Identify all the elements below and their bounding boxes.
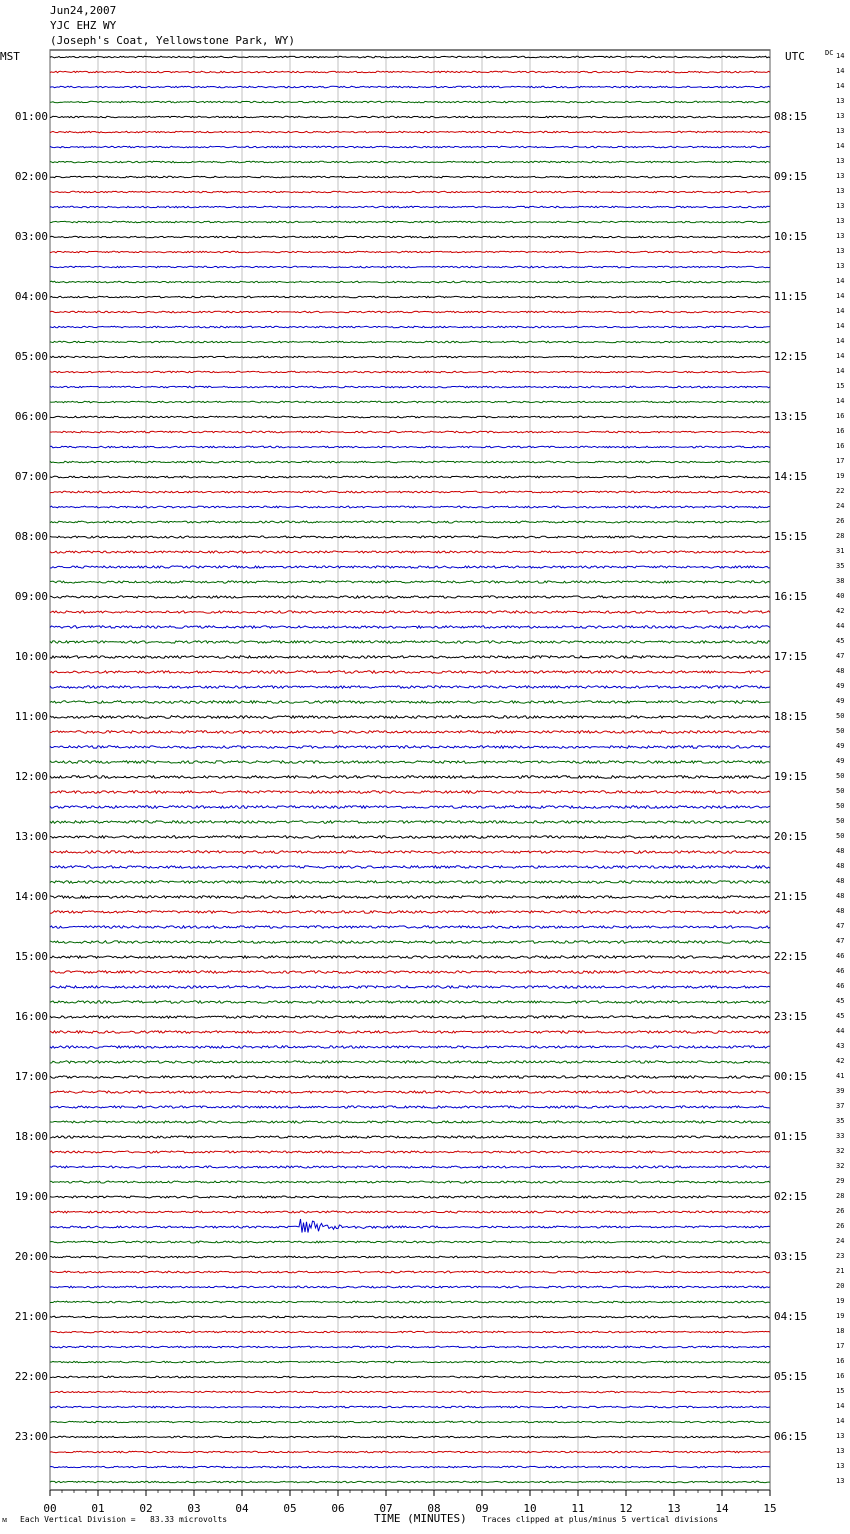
trace-line xyxy=(50,401,770,403)
dc-offset-value: 44 xyxy=(836,622,845,630)
mst-hour-label: 14:00 xyxy=(14,890,48,903)
mst-hour-label: 12:00 xyxy=(14,770,48,783)
dc-offset-value: 16 xyxy=(836,1357,845,1365)
x-tick-label: 00 xyxy=(43,1502,57,1515)
trace-line xyxy=(50,1181,770,1183)
trace-line xyxy=(50,1091,770,1093)
trace-line xyxy=(50,176,770,178)
trace-line xyxy=(50,101,770,103)
utc-hour-label: 10:15 xyxy=(774,230,808,243)
trace-line xyxy=(50,251,770,253)
mst-hour-label: 23:00 xyxy=(14,1430,48,1443)
dc-offset-value: 14 xyxy=(836,337,845,345)
utc-hour-label: 03:15 xyxy=(774,1250,808,1263)
trace-line xyxy=(50,236,770,238)
utc-hour-label: 19:15 xyxy=(774,770,808,783)
utc-hour-label: 13:15 xyxy=(774,410,808,423)
dc-offset-value: 43 xyxy=(836,1042,845,1050)
utc-hour-label: 23:15 xyxy=(774,1010,808,1023)
trace-line xyxy=(50,1219,770,1233)
dc-offset-value: 17 xyxy=(836,1342,845,1350)
dc-offset-value: 14 xyxy=(836,322,845,330)
x-tick-label: 05 xyxy=(283,1502,297,1515)
mst-hour-label: 18:00 xyxy=(14,1130,48,1143)
trace-line xyxy=(50,1031,770,1033)
trace-line xyxy=(50,761,770,764)
mst-hour-label: 19:00 xyxy=(14,1190,48,1203)
mst-hour-label: 17:00 xyxy=(14,1070,48,1083)
dc-offset-value: 13 xyxy=(836,217,845,225)
dc-offset-value: 13 xyxy=(836,247,845,255)
trace-line xyxy=(50,1286,770,1288)
dc-offset-value: 26 xyxy=(836,1222,845,1230)
dc-offset-value: 48 xyxy=(836,847,845,855)
trace-line xyxy=(50,161,770,163)
mst-hour-label: 10:00 xyxy=(14,650,48,663)
x-tick-label: 07 xyxy=(379,1502,393,1515)
dc-offset-value: 50 xyxy=(836,817,845,825)
dc-offset-value: 45 xyxy=(836,1012,845,1020)
dc-offset-value: 13 xyxy=(836,1462,845,1470)
utc-hour-label: 06:15 xyxy=(774,1430,808,1443)
trace-line xyxy=(50,776,770,779)
dc-offset-value: 14 xyxy=(836,1417,845,1425)
utc-hour-label: 09:15 xyxy=(774,170,808,183)
trace-line xyxy=(50,1121,770,1123)
trace-line xyxy=(50,1406,770,1408)
x-tick-label: 12 xyxy=(619,1502,633,1515)
station-code: YJC EHZ WY xyxy=(50,19,117,32)
dc-offset-value: 45 xyxy=(836,637,845,645)
utc-hour-label: 00:15 xyxy=(774,1070,808,1083)
dc-offset-value: 14 xyxy=(836,82,845,90)
mst-hour-label: 16:00 xyxy=(14,1010,48,1023)
trace-line xyxy=(50,1271,770,1273)
trace-line xyxy=(50,656,770,659)
dc-offset-value: 48 xyxy=(836,877,845,885)
x-tick-label: 03 xyxy=(187,1502,201,1515)
trace-line xyxy=(50,1241,770,1243)
dc-offset-value: 48 xyxy=(836,667,845,675)
dc-offset-value: 24 xyxy=(836,502,845,510)
dc-offset-value: 47 xyxy=(836,652,845,660)
trace-line xyxy=(50,551,770,553)
dc-offset-value: 15 xyxy=(836,1387,845,1395)
trace-line xyxy=(50,881,770,884)
trace-line xyxy=(50,1436,770,1438)
dc-offset-value: 16 xyxy=(836,442,845,450)
trace-line xyxy=(50,131,770,133)
dc-offset-value: 14 xyxy=(836,352,845,360)
dc-offset-value: 48 xyxy=(836,892,845,900)
footer-mark: ᴍ xyxy=(2,1515,8,1524)
dc-offset-value: 21 xyxy=(836,1267,845,1275)
dc-offset-value: 14 xyxy=(836,142,845,150)
trace-line xyxy=(50,461,770,463)
trace-line xyxy=(50,521,770,523)
trace-line xyxy=(50,746,770,749)
clip-note: Traces clipped at plus/minus 5 vertical divisions xyxy=(482,1515,719,1524)
trace-line xyxy=(50,941,770,944)
dc-offset-value: 14 xyxy=(836,292,845,300)
utc-hour-label: 16:15 xyxy=(774,590,808,603)
trace-line xyxy=(50,146,770,148)
dc-offset-value: 35 xyxy=(836,1117,845,1125)
dc-offset-value: 22 xyxy=(836,487,845,495)
trace-line xyxy=(50,1151,770,1153)
dc-offset-value: 32 xyxy=(836,1147,845,1155)
trace-line xyxy=(50,116,770,118)
trace-line xyxy=(50,566,770,568)
dc-offset-value: 13 xyxy=(836,112,845,120)
dc-offset-value: 41 xyxy=(836,1072,845,1080)
trace-line xyxy=(50,1166,770,1168)
dc-offset-value: 13 xyxy=(836,172,845,180)
dc-offset-value: 32 xyxy=(836,1162,845,1170)
dc-offset-value: 17 xyxy=(836,457,845,465)
trace-line xyxy=(50,926,770,929)
x-tick-label: 06 xyxy=(331,1502,345,1515)
mst-hour-label: 06:00 xyxy=(14,410,48,423)
x-tick-label: 14 xyxy=(715,1502,729,1515)
dc-offset-value: 19 xyxy=(836,1297,845,1305)
trace-line xyxy=(50,371,770,373)
dc-offset-value: 50 xyxy=(836,787,845,795)
trace-line xyxy=(50,1481,770,1483)
x-tick-label: 15 xyxy=(763,1502,777,1515)
x-tick-label: 04 xyxy=(235,1502,249,1515)
trace-line xyxy=(50,1421,770,1423)
dc-offset-value: 35 xyxy=(836,562,845,570)
mst-hour-label: 15:00 xyxy=(14,950,48,963)
dc-offset-value: 50 xyxy=(836,832,845,840)
mst-hour-label: 01:00 xyxy=(14,110,48,123)
utc-hour-label: 15:15 xyxy=(774,530,808,543)
dc-offset-value: 13 xyxy=(836,232,845,240)
trace-line xyxy=(50,536,770,538)
dc-offset-value: 28 xyxy=(836,532,845,540)
dc-offset-value: 14 xyxy=(836,277,845,285)
dc-offset-value: 50 xyxy=(836,772,845,780)
dc-offset-value: 46 xyxy=(836,967,845,975)
mst-hour-label: 05:00 xyxy=(14,350,48,363)
x-tick-label: 09 xyxy=(475,1502,489,1515)
dc-offset-value: 16 xyxy=(836,412,845,420)
dc-offset-value: 28 xyxy=(836,1192,845,1200)
dc-offset-value: 24 xyxy=(836,1237,845,1245)
dc-offset-value: 48 xyxy=(836,862,845,870)
x-tick-label: 01 xyxy=(91,1502,105,1515)
trace-line xyxy=(50,476,770,478)
trace-line xyxy=(50,866,770,869)
trace-line xyxy=(50,1316,770,1318)
dc-offset-value: 37 xyxy=(836,1102,845,1110)
dc-offset-value: 49 xyxy=(836,757,845,765)
trace-line xyxy=(50,716,770,719)
utc-hour-label: 18:15 xyxy=(774,710,808,723)
dc-offset-value: 42 xyxy=(836,607,845,615)
utc-hour-label: 04:15 xyxy=(774,1310,808,1323)
dc-offset-value: 19 xyxy=(836,1312,845,1320)
dc-offset-value: 50 xyxy=(836,727,845,735)
dc-offset-value: 16 xyxy=(836,1372,845,1380)
trace-line xyxy=(50,1301,770,1303)
trace-line xyxy=(50,671,770,674)
trace-line xyxy=(50,1136,770,1138)
dc-offset-value: 19 xyxy=(836,472,845,480)
dc-offset-value: 39 xyxy=(836,1087,845,1095)
x-axis-title: TIME (MINUTES) xyxy=(374,1512,467,1525)
trace-line xyxy=(50,611,770,613)
trace-line xyxy=(50,506,770,508)
trace-line xyxy=(50,791,770,794)
trace-line xyxy=(50,356,770,358)
mst-hour-label: 21:00 xyxy=(14,1310,48,1323)
dc-offset-value: 47 xyxy=(836,922,845,930)
utc-hour-label: 11:15 xyxy=(774,290,808,303)
trace-line xyxy=(50,626,770,628)
dc-offset-value: 14 xyxy=(836,52,845,60)
dc-offset-value: 49 xyxy=(836,682,845,690)
trace-line xyxy=(50,596,770,598)
mst-hour-label: 03:00 xyxy=(14,230,48,243)
dc-offset-value: 49 xyxy=(836,697,845,705)
trace-line xyxy=(50,281,770,283)
trace-line xyxy=(50,326,770,328)
mst-hour-label: 07:00 xyxy=(14,470,48,483)
right-timezone-label: UTC xyxy=(785,50,805,63)
dc-offset-value: 14 xyxy=(836,367,845,375)
dc-offset-value: 44 xyxy=(836,1027,845,1035)
dc-offset-value: 13 xyxy=(836,127,845,135)
trace-line xyxy=(50,1391,770,1393)
mst-hour-label: 20:00 xyxy=(14,1250,48,1263)
trace-line xyxy=(50,731,770,734)
trace-line xyxy=(50,296,770,298)
trace-line xyxy=(50,56,770,58)
trace-line xyxy=(50,416,770,418)
plot-date: Jun24,2007 xyxy=(50,4,117,17)
x-tick-label: 13 xyxy=(667,1502,681,1515)
dc-offset-value: 50 xyxy=(836,802,845,810)
x-tick-label: 08 xyxy=(427,1502,441,1515)
dc-offset-value: 26 xyxy=(836,1207,845,1215)
x-tick-label: 02 xyxy=(139,1502,153,1515)
trace-line xyxy=(50,971,770,973)
trace-line xyxy=(50,221,770,223)
dc-offset-value: 13 xyxy=(836,262,845,270)
trace-line xyxy=(50,911,770,914)
trace-line xyxy=(50,431,770,433)
dc-offset-value: 48 xyxy=(836,907,845,915)
trace-line xyxy=(50,701,770,704)
dc-offset-value: 42 xyxy=(836,1057,845,1065)
utc-hour-label: 12:15 xyxy=(774,350,808,363)
dc-offset-value: 13 xyxy=(836,187,845,195)
trace-line xyxy=(50,1016,770,1018)
dc-offset-value: 23 xyxy=(836,1252,845,1260)
dc-offset-value: 38 xyxy=(836,577,845,585)
utc-hour-label: 01:15 xyxy=(774,1130,808,1143)
dc-offset-value: 13 xyxy=(836,97,845,105)
dc-offset-value: 14 xyxy=(836,67,845,75)
trace-line xyxy=(50,1331,770,1333)
trace-line xyxy=(50,311,770,313)
utc-hour-label: 02:15 xyxy=(774,1190,808,1203)
trace-line xyxy=(50,1466,770,1468)
utc-hour-label: 17:15 xyxy=(774,650,808,663)
utc-hour-label: 05:15 xyxy=(774,1370,808,1383)
trace-line xyxy=(50,206,770,208)
x-tick-label: 10 xyxy=(523,1502,537,1515)
dc-offset-header: DC xyxy=(825,49,834,57)
trace-line xyxy=(50,896,770,899)
dc-offset-value: 50 xyxy=(836,712,845,720)
dc-offset-value: 14 xyxy=(836,307,845,315)
trace-line xyxy=(50,491,770,493)
mst-hour-label: 04:00 xyxy=(14,290,48,303)
trace-line xyxy=(50,71,770,73)
trace-line xyxy=(50,956,770,958)
trace-line xyxy=(50,806,770,809)
dc-offset-value: 13 xyxy=(836,1447,845,1455)
trace-line xyxy=(50,851,770,854)
trace-line xyxy=(50,341,770,343)
dc-offset-value: 14 xyxy=(836,1402,845,1410)
trace-line xyxy=(50,386,770,388)
dc-offset-value: 20 xyxy=(836,1282,845,1290)
mst-hour-label: 13:00 xyxy=(14,830,48,843)
dc-offset-value: 15 xyxy=(836,382,845,390)
mst-hour-label: 08:00 xyxy=(14,530,48,543)
dc-offset-value: 13 xyxy=(836,202,845,210)
trace-line xyxy=(50,266,770,268)
trace-line xyxy=(50,836,770,839)
trace-line xyxy=(50,1046,770,1048)
dc-offset-value: 46 xyxy=(836,982,845,990)
mst-hour-label: 22:00 xyxy=(14,1370,48,1383)
dc-offset-value: 13 xyxy=(836,1477,845,1485)
trace-line xyxy=(50,1076,770,1078)
trace-line xyxy=(50,581,770,583)
trace-line xyxy=(50,641,770,643)
trace-line xyxy=(50,1196,770,1198)
utc-hour-label: 08:15 xyxy=(774,110,808,123)
trace-line xyxy=(50,1451,770,1453)
trace-line xyxy=(50,686,770,689)
dc-offset-value: 18 xyxy=(836,1327,845,1335)
dc-offset-value: 49 xyxy=(836,742,845,750)
trace-line xyxy=(50,86,770,88)
x-tick-label: 11 xyxy=(571,1502,585,1515)
dc-offset-value: 16 xyxy=(836,427,845,435)
scale-note: Each Vertical Division = 83.33 microvolts xyxy=(20,1515,228,1524)
trace-line xyxy=(50,1256,770,1258)
left-timezone-label: MST xyxy=(0,50,20,63)
mst-hour-label: 11:00 xyxy=(14,710,48,723)
mst-hour-label: 09:00 xyxy=(14,590,48,603)
trace-line xyxy=(50,986,770,988)
utc-hour-label: 14:15 xyxy=(774,470,808,483)
dc-offset-value: 29 xyxy=(836,1177,845,1185)
trace-line xyxy=(50,1211,770,1213)
dc-offset-value: 13 xyxy=(836,1432,845,1440)
trace-line xyxy=(50,821,770,824)
utc-hour-label: 20:15 xyxy=(774,830,808,843)
utc-hour-label: 22:15 xyxy=(774,950,808,963)
mst-hour-label: 02:00 xyxy=(14,170,48,183)
trace-line xyxy=(50,1106,770,1108)
dc-offset-value: 45 xyxy=(836,997,845,1005)
dc-offset-value: 47 xyxy=(836,937,845,945)
dc-offset-value: 31 xyxy=(836,547,845,555)
trace-line xyxy=(50,1346,770,1348)
utc-hour-label: 21:15 xyxy=(774,890,808,903)
trace-line xyxy=(50,1001,770,1003)
dc-offset-value: 26 xyxy=(836,517,845,525)
trace-line xyxy=(50,1361,770,1363)
trace-line xyxy=(50,1376,770,1378)
station-location: (Joseph's Coat, Yellowstone Park, WY) xyxy=(50,34,296,47)
trace-line xyxy=(50,1061,770,1063)
dc-offset-value: 33 xyxy=(836,1132,845,1140)
dc-offset-value: 13 xyxy=(836,157,845,165)
dc-offset-value: 46 xyxy=(836,952,845,960)
dc-offset-value: 40 xyxy=(836,592,845,600)
dc-offset-value: 14 xyxy=(836,397,845,405)
trace-line xyxy=(50,446,770,448)
traces xyxy=(50,56,770,1483)
trace-line xyxy=(50,191,770,193)
